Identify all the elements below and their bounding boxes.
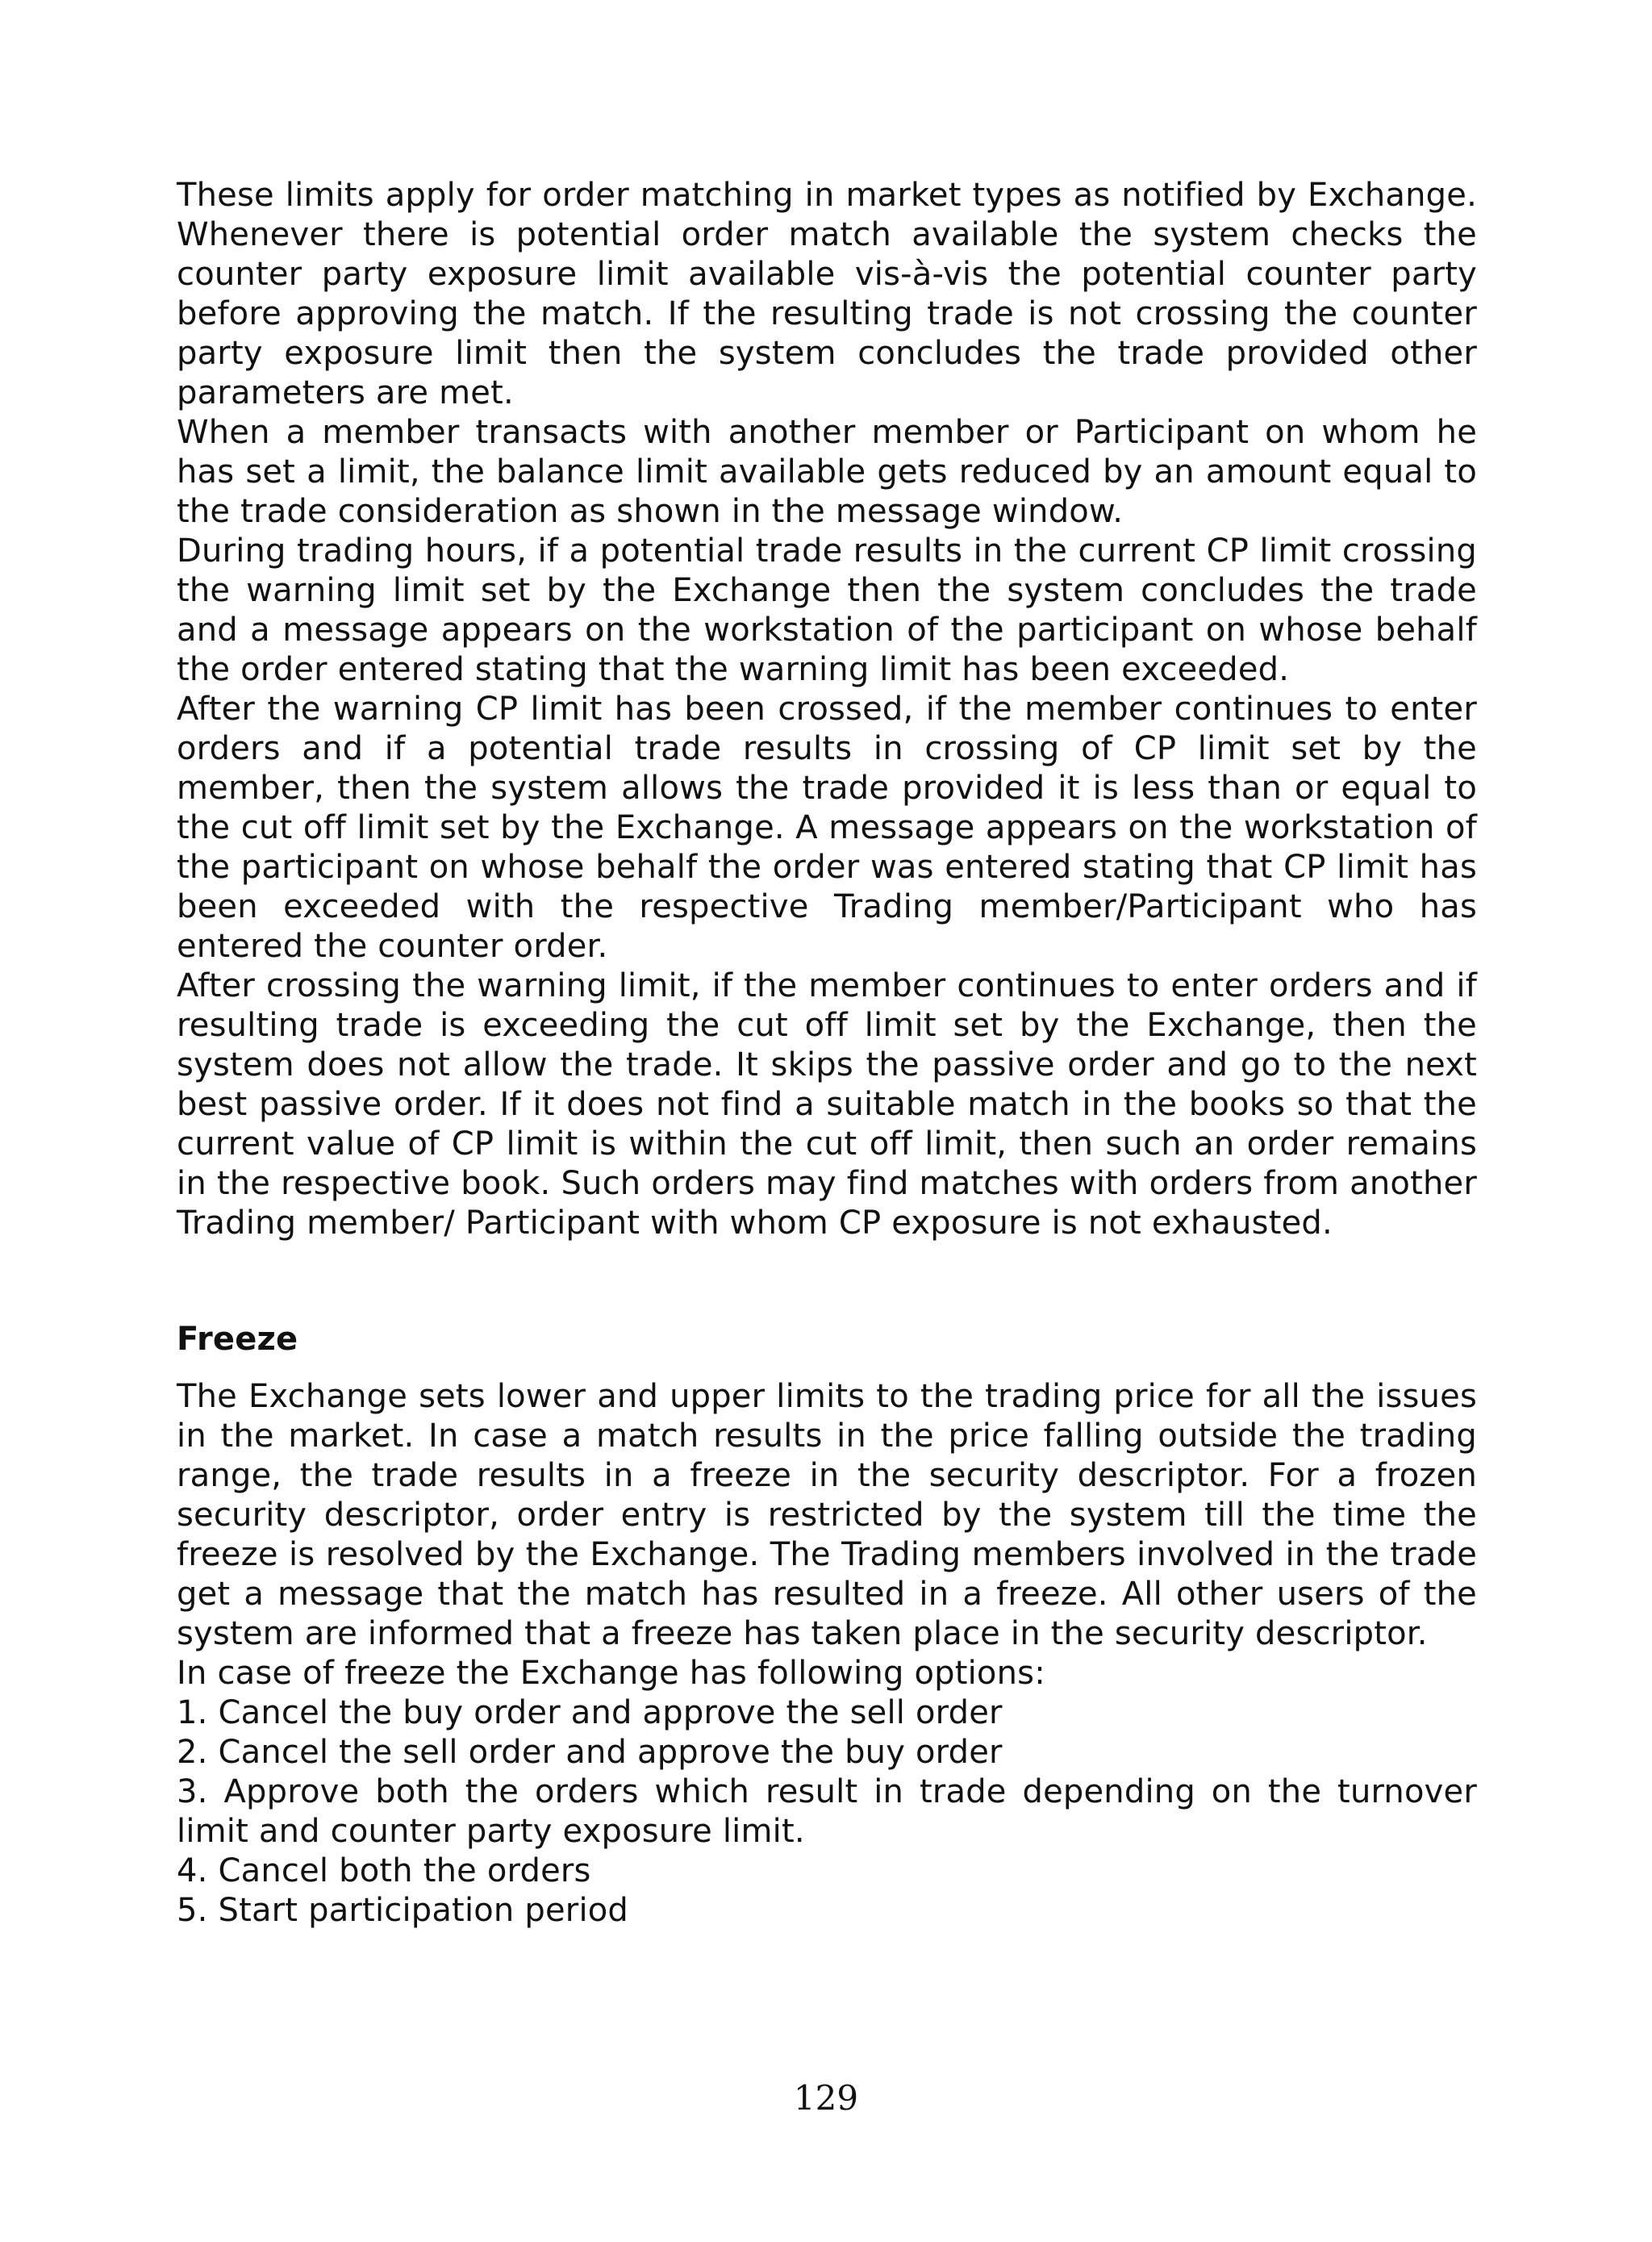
paragraph-cp-limit-crossed: After the warning CP limit has been crossed, if the member continues to enter orders and if a potential trade results in crossing of CP limit set by the member, then the system allows the trade provided it is less than or equal to the cut off limit set by the Exchange. A message appears on the workstation of the participant on whose behalf the order was entered stating that CP limit has been exceeded with the respective Trading member/Participant who has entered the counter order. — [177, 691, 1477, 965]
document-page — [177, 176, 1477, 1931]
paragraph-warning-limit: During trading hours, if a potential trade results in the current CP limit crossing the warning limit set by the Exchange then the system concludes the trade and a message appears on the workstation of the participant on whose behalf the order entered stating that the warning limit has been exceeded. — [177, 532, 1477, 688]
paragraph-freeze-options-intro: In case of freeze the Exchange has following options: — [177, 1655, 1045, 1692]
paragraph-cut-off-limit: After crossing the warning limit, if the member continues to enter orders and if resulting trade is exceeding the cut off limit set by the Exchange, then the system does not allow the trade. It skips the passive order and go to the next best passive order. If it does not find a suitable match in the books so that the current value of CP limit is within the cut off limit, then such an order remains in the respective book. Such orders may find matches with orders from another Trading member/ Participant with whom CP exposure is not exhausted. — [177, 967, 1477, 1242]
paragraph-freeze-intro: The Exchange sets lower and upper limits to the trading price for all the issues in the market. In case a match results in the price falling outside the trading range, the trade results in a freeze in the security descriptor. For a frozen security descriptor, order entry is restricted by the system till the time the freeze is resolved by the Exchange. The Trading members involved in the trade get a message that the match has resulted in a freeze. All other users of the system are informed that a freeze has taken place in the security descriptor. — [177, 1378, 1477, 1652]
list-item: 3. Approve both the orders which result in trade depending on the turnover limit and counter party exposure limit. — [177, 1773, 1477, 1850]
list-item: 4. Cancel both the orders — [177, 1852, 591, 1889]
freeze-options-list — [177, 1693, 1477, 1931]
list-item: 2. Cancel the sell order and approve the buy order — [177, 1734, 1003, 1771]
section-heading-freeze: Freeze — [177, 1321, 298, 1358]
paragraph-order-matching: These limits apply for order matching in market types as notified by Exchange. Whenever there is potential order match available the system checks the counter party exposure limit available vis-à-vis the potential counter party before approving the match. If the resulting trade is not crossing the counter party exposure limit then the system concludes the trade provided other parameters are met. — [177, 177, 1477, 411]
list-item: 1. Cancel the buy order and approve the sell order — [177, 1694, 1003, 1731]
list-item: 5. Start participation period — [177, 1892, 629, 1929]
page-number: 129 — [793, 2078, 859, 2118]
paragraph-balance-limit: When a member transacts with another member or Participant on whom he has set a limit, the balance limit available gets reduced by an amount equal to the trade consideration as shown in the message window. — [177, 414, 1477, 530]
